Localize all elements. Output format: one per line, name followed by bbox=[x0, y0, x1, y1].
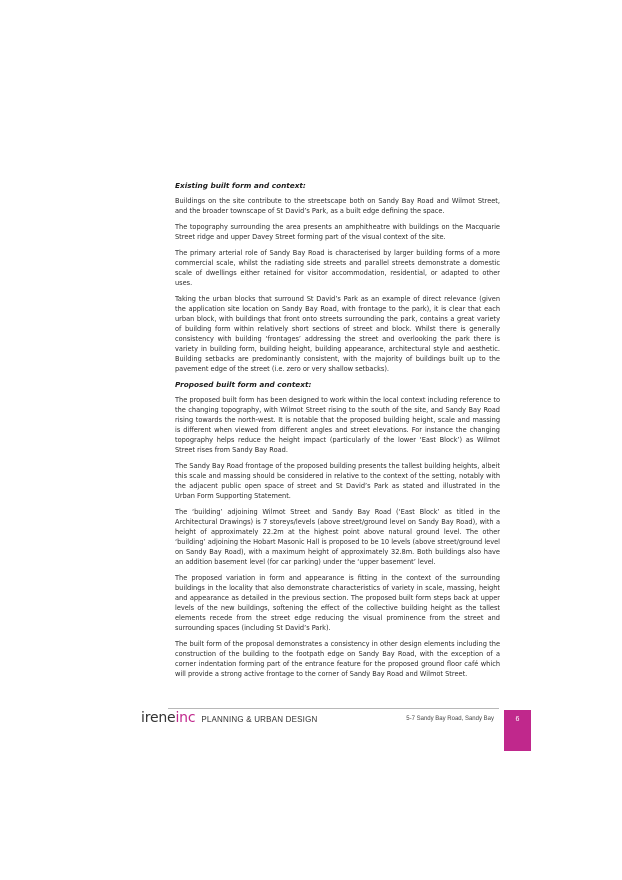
paragraph: The primary arterial role of Sandy Bay Road is characterised by larger building forms of a more commercial scale, whilst the radiating side streets and parallel streets demonstrate a domestic scale of dwellings either retained for visitor accommodation, residential, or adapted to other uses. bbox=[175, 249, 500, 287]
brand-logo bbox=[141, 710, 318, 730]
paragraph: Buildings on the site contribute to the streetscape both on Sandy Bay Road and Wilmot Street, and the broader townscape of St David’s Park, as a built edge defining the space. bbox=[175, 197, 500, 215]
footer-address: 5-7 Sandy Bay Road, Sandy Bay bbox=[406, 716, 494, 722]
section-heading-existing: Existing built form and context: bbox=[175, 181, 306, 190]
paragraph: The built form of the proposal demonstrates a consistency in other design elements including the construction of the building to the footpath edge on Sandy Bay Road, with the exception of a corner indentation forming part of the entrance feature for the proposed ground floor café which will provide a strong active frontage to the corner of Sandy Bay Road and Wilmot Street. bbox=[175, 640, 500, 678]
paragraph: The topography surrounding the area presents an amphitheatre with buildings on the Macquarie Street ridge and upper Davey Street forming part of the visual context of the site. bbox=[175, 223, 500, 241]
section-heading-proposed: Proposed built form and context: bbox=[175, 380, 312, 389]
paragraph: The proposed variation in form and appearance is fitting in the context of the surrounding buildings in the locality that also demonstrate characteristics of variety in scale, massing, height and appearance as detailed in the previous section. The proposed built form steps back at upper levels of the new buildings, softening the effect of the collective building height as the tallest elements recede from the street edge reducing the visual prominence from the street and surrounding spaces (including St David’s Park). bbox=[175, 574, 500, 632]
page-number: 6 bbox=[515, 716, 520, 723]
paragraph: The Sandy Bay Road frontage of the proposed building presents the tallest building heights, albeit this scale and massing should be considered in relative to the context of the setting, notably with the adjacent public open space of street and St David’s Park as stated and illustrated in the Urban Form Supporting Statement. bbox=[175, 462, 500, 500]
document-body bbox=[175, 181, 500, 685]
brand-accent-text: inc bbox=[175, 710, 196, 726]
paragraph: Taking the urban blocks that surround St David’s Park as an example of direct relevance (given the application site location on Sandy Bay Road, with frontage to the park), it is clear that each urban block, with buildings that front onto streets surrounding the park, contains a great variety of building form within relatively short sections of street and block. Whilst there is generally consistency with building ‘frontages’ addressing the street and overlooking the park there is variety in building form, building height, building appearance, architectural style and aesthetic. Building setbacks are predominantly consistent, with the majority of buildings built up to the pavement edge of the street (i.e. zero or very shallow setbacks). bbox=[175, 295, 500, 373]
brand-tagline: PLANNING & URBAN DESIGN bbox=[201, 715, 318, 724]
footer-divider bbox=[168, 708, 499, 709]
paragraph: The ‘building’ adjoining Wilmot Street and Sandy Bay Road (‘East Block’ as titled in the Architectural Drawings) is 7 storeys/levels (above street/ground level on Sandy Bay Road), with a height of approximately 22.2m at the highest point above natural ground level. The other ‘building’ adjoining the Hobart Masonic Hall is proposed to be 10 levels (above street/ground level on Sandy Bay Road), with a maximum height of approximately 32.8m. Both buildings also have an addition basement level (for car parking) under the ‘upper basement’ level. bbox=[175, 508, 500, 566]
page-number-tab bbox=[504, 710, 531, 751]
brand-primary-text: irene bbox=[141, 710, 176, 726]
paragraph: The proposed built form has been designed to work within the local context including reference to the changing topography, with Wilmot Street rising to the south of the site, and Sandy Bay Road rising towards the north-west. It is notable that the proposed building height, scale and massing is different when viewed from different angles and street elevations. For instance the changing topography helps reduce the height impact (particularly of the lower ‘East Block’) as Wilmot Street rises from Sandy Bay Road. bbox=[175, 396, 500, 454]
